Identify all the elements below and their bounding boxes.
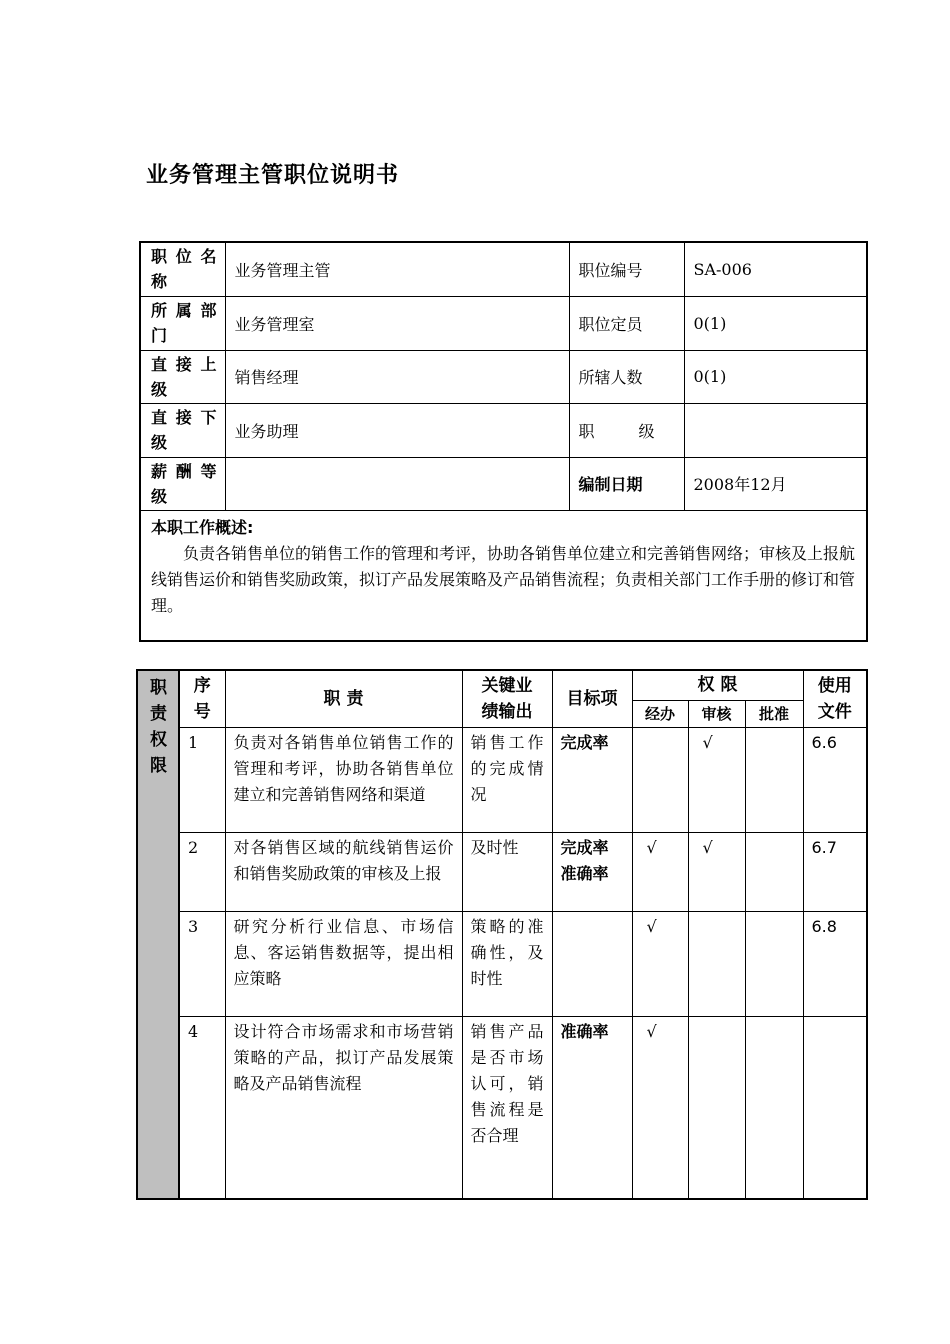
row-doc: 6.6 (803, 727, 867, 832)
row-target: 完成率 (552, 727, 632, 832)
department-label: 所属部 门 (140, 296, 225, 350)
salary-label: 薪酬等 级 (140, 457, 225, 510)
table-row (137, 911, 867, 1016)
row-review: √ (688, 727, 745, 832)
table-row (137, 1016, 867, 1199)
row-output: 销售工作的完成情况 (462, 727, 552, 832)
job-summary (140, 510, 867, 641)
row-approve (745, 832, 803, 911)
summary-heading: 本职工作概述: (151, 517, 254, 537)
page-title: 业务管理主管职位说明书 (146, 163, 400, 188)
row-output: 及时性 (462, 832, 552, 911)
duties-side-label: 职 责 权 限 (137, 670, 179, 1199)
header-duty: 职 责 (225, 670, 462, 727)
header-seq: 序 号 (179, 670, 225, 727)
subordinate-label: 直接下 级 (140, 403, 225, 457)
row-duty: 研究分析行业信息、市场信息、客运销售数据等，提出相应策略 (225, 911, 462, 1016)
row-approve (745, 1016, 803, 1199)
subordinates-count-value: 0(1) (684, 350, 867, 403)
summary-text: 负责各销售单位的销售工作的管理和考评，协助各销售单位建立和完善销售网络；审核及上报航线销售运价和销售奖励政策，拟订产品发展策略及产品销售流程；负责相关部门工作手册的修订和管理。 (151, 543, 856, 615)
date-label: 编制日期 (569, 457, 684, 510)
header-output: 关键业 绩输出 (462, 670, 552, 727)
header-authority: 权 限 (632, 670, 803, 700)
row-review (688, 911, 745, 1016)
row-doc: 6.7 (803, 832, 867, 911)
subordinates-count-label: 所辖人数 (569, 350, 684, 403)
header-handle: 经办 (632, 700, 688, 727)
position-name-label: 职位名 称 (140, 242, 225, 296)
row-review (688, 1016, 745, 1199)
date-value: 2008年12月 (684, 457, 867, 510)
header-approve: 批准 (745, 700, 803, 727)
salary-value (225, 457, 569, 510)
position-code-label: 职位编号 (569, 242, 684, 296)
table-row (137, 727, 867, 832)
table-row (137, 832, 867, 911)
row-seq: 2 (179, 832, 225, 911)
header-doc: 使用 文件 (803, 670, 867, 727)
row-seq: 3 (179, 911, 225, 1016)
position-info-table (139, 241, 868, 642)
position-name-value: 业务管理主管 (225, 242, 569, 296)
level-label: 职 级 (569, 403, 684, 457)
row-seq: 4 (179, 1016, 225, 1199)
header-review: 审核 (688, 700, 745, 727)
department-value: 业务管理室 (225, 296, 569, 350)
row-seq: 1 (179, 727, 225, 832)
row-handle: √ (632, 911, 688, 1016)
row-doc (803, 1016, 867, 1199)
row-output: 策略的准确性，及时性 (462, 911, 552, 1016)
duties-table (136, 669, 868, 1200)
headcount-value: 0(1) (684, 296, 867, 350)
row-review: √ (688, 832, 745, 911)
row-duty: 负责对各销售单位销售工作的管理和考评，协助各销售单位建立和完善销售网络和渠道 (225, 727, 462, 832)
row-approve (745, 911, 803, 1016)
position-code-value: SA-006 (684, 242, 867, 296)
row-output: 销售产品是否市场认可，销售流程是否合理 (462, 1016, 552, 1199)
superior-value: 销售经理 (225, 350, 569, 403)
row-handle: √ (632, 1016, 688, 1199)
row-doc: 6.8 (803, 911, 867, 1016)
headcount-label: 职位定员 (569, 296, 684, 350)
row-handle: √ (632, 832, 688, 911)
row-duty: 对各销售区域的航线销售运价和销售奖励政策的审核及上报 (225, 832, 462, 911)
level-value (684, 403, 867, 457)
row-handle (632, 727, 688, 832)
header-target: 目标项 (552, 670, 632, 727)
superior-label: 直接上 级 (140, 350, 225, 403)
row-target: 完成率 准确率 (552, 832, 632, 911)
row-target (552, 911, 632, 1016)
subordinate-value: 业务助理 (225, 403, 569, 457)
row-target: 准确率 (552, 1016, 632, 1199)
row-approve (745, 727, 803, 832)
row-duty: 设计符合市场需求和市场营销策略的产品，拟订产品发展策略及产品销售流程 (225, 1016, 462, 1199)
